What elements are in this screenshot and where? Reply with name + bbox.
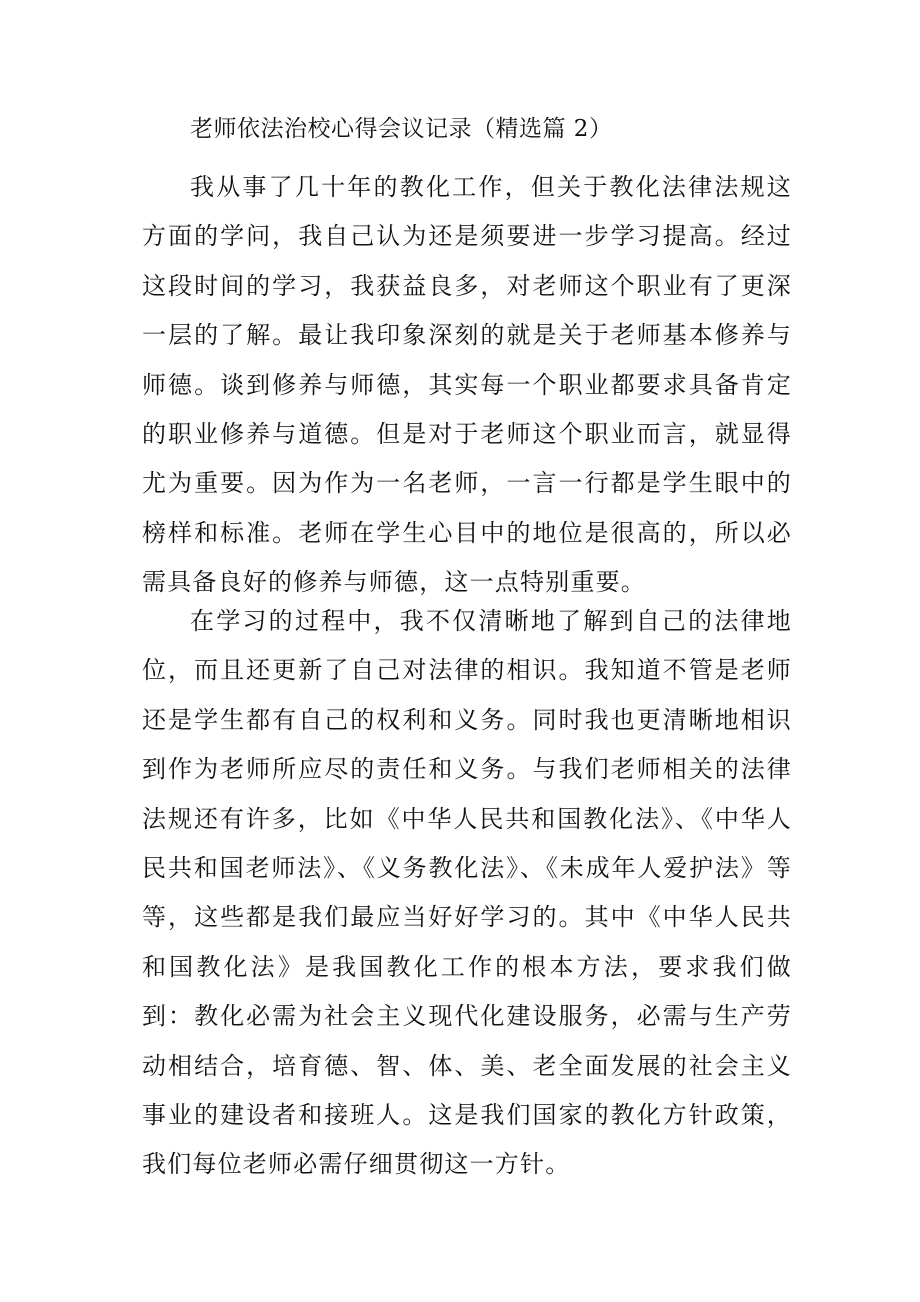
paragraph-1: 我从事了几十年的教化工作，但关于教化法律法规这方面的学问，我自己认为还是须要进一步学习提高。经过这段时间的学习，我获益良多，对老师这个职业有了更深一层的了解。最让我印象深刻的就是关于老师基本修养与师德。谈到修养与师德，其实每一个职业都要求具备肯定的职业修养与道德。但是对于老师这个职业而言，就显得尤为重要。因为作为一名老师，一言一行都是学生眼中的榜样和标准。老师在学生心目中的地位是很高的，所以必需具备良好的修养与师德，这一点特别重要。 — [142, 173, 792, 597]
document-title: 老师依法治校心得会议记录（精选篇 2） — [190, 116, 613, 142]
paragraph-2: 在学习的过程中，我不仅清晰地了解到自己的法律地位，而且还更新了自己对法律的相识。我知道不管是老师还是学生都有自己的权利和义务。同时我也更清晰地相识到作为老师所应尽的责任和义务。与我们老师相关的法律法规还有许多，比如《中华人民共和国教化法》、《中华人民共和国老师法》、《义务教化法》、《未成年人爱护法》等等，这些都是我们最应当好好学习的。其中《中华人民共和国教化法》是我国教化工作的根本方法，要求我们做到：教化必需为社会主义现代化建设服务，必需与生产劳动相结合，培育德、智、体、美、老全面发展的社会主义事业的建设者和接班人。这是我们国家的教化方针政策，我们每位老师必需仔细贯彻这一方针。 — [142, 607, 792, 1179]
